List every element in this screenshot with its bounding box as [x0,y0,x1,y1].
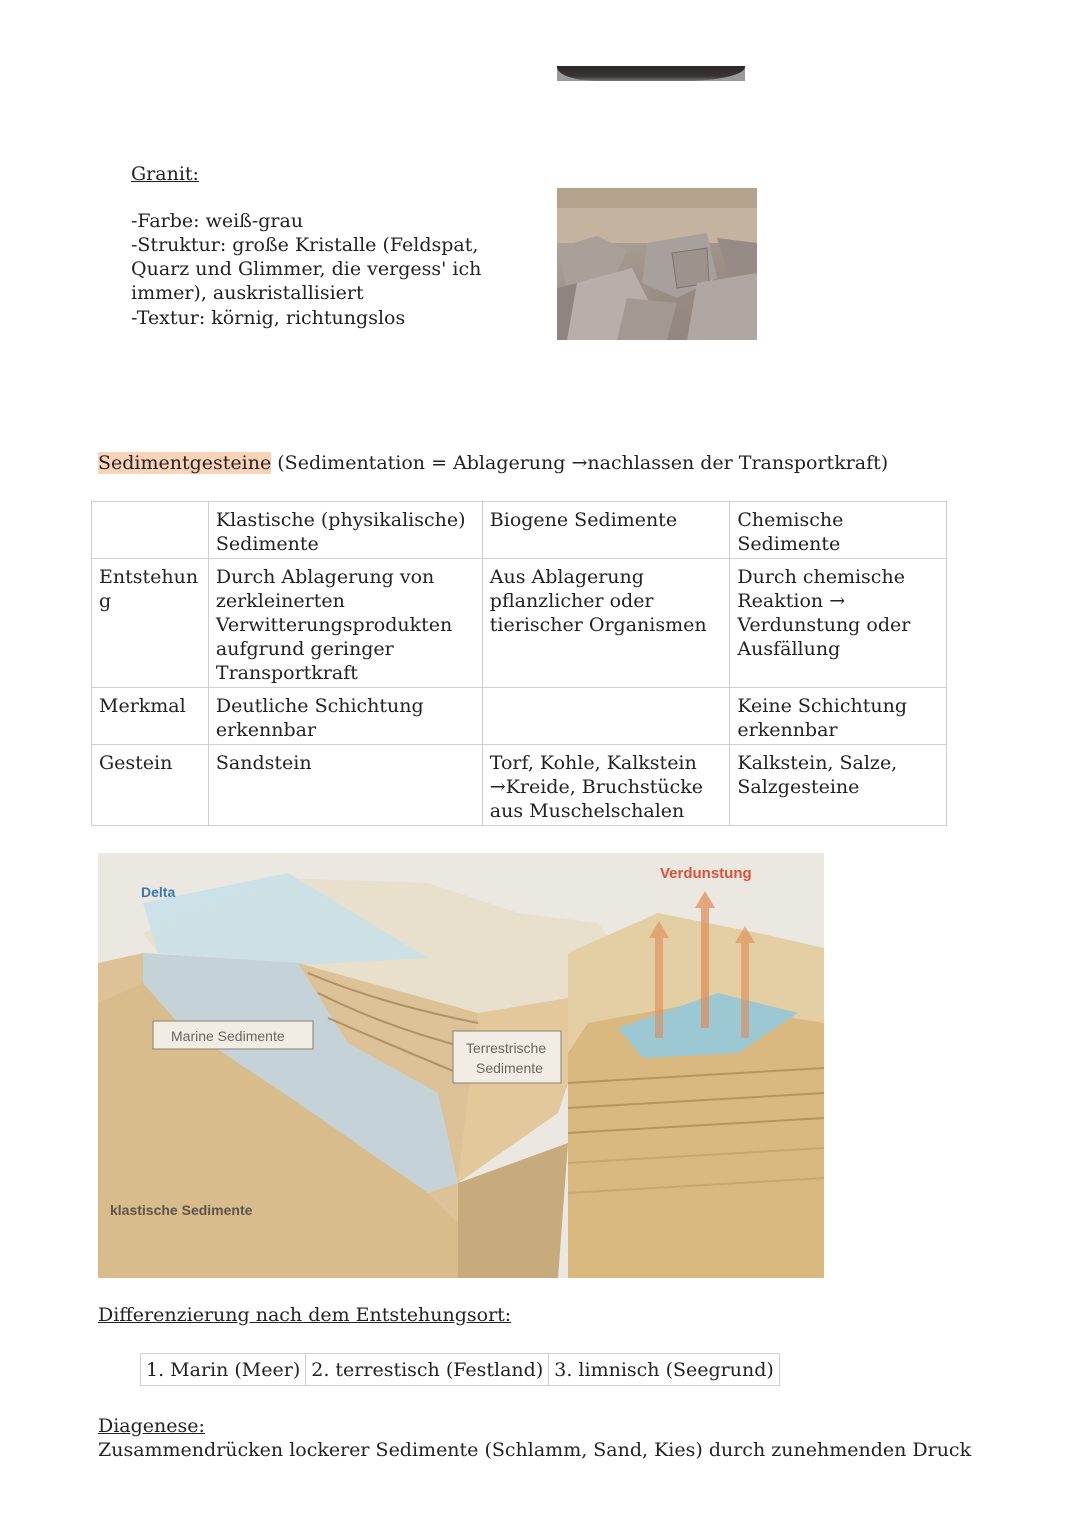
table-cell: Deutliche Schichtung erkennbar [208,688,482,745]
granite-photo [557,188,757,340]
entstehungsort-terrestrisch: 2. terrestisch (Festland) [306,1354,549,1386]
table-header-chemisch: Chemische Sedimente [730,502,947,559]
granite-struktur-3: immer), auskristallisiert [131,282,364,304]
sediment-heading [98,451,888,475]
differenzierung-heading: Differenzierung nach dem Entstehungsort: [98,1304,512,1326]
table-cell: Torf, Kohle, Kalkstein →Kreide, Bruchstücke aus Muschelschalen [482,745,730,826]
sediment-heading-rest: (Sedimentation = Ablagerung →nachlassen der Transportkraft) [271,452,889,474]
table-row [92,502,947,559]
table-cell: Durch chemische Reaktion → Verdunstung oder Ausfällung [730,559,947,688]
label-terrestrisch-2: Sedimente [476,1060,543,1076]
label-terrestrisch-1: Terrestrische [466,1040,547,1056]
entstehungsort-limnisch: 3. limnisch (Seegrund) [549,1354,780,1386]
table-cell: Durch Ablagerung von zerkleinerten Verwitterungsprodukten aufgrund geringer Transportkraft [208,559,482,688]
table-cell [92,502,209,559]
table-row [141,1354,780,1386]
granite-farbe: -Farbe: weiß-grau [131,210,304,232]
row-label-entstehung: Entstehung [92,559,209,688]
label-marine-sedimente: Marine Sedimente [171,1028,285,1044]
granite-struktur-1: -Struktur: große Kristalle (Feldspat, [131,234,479,256]
row-label-merkmal: Merkmal [92,688,209,745]
table-header-klastisch: Klastische (physikalische) Sedimente [208,502,482,559]
sediment-diagram [98,853,824,1278]
table-header-biogen: Biogene Sedimente [482,502,730,559]
sediment-table [91,501,947,826]
table-cell: Keine Schichtung erkennbar [730,688,947,745]
diagenese-text: Zusammendrücken lockerer Sedimente (Schlamm, Sand, Kies) durch zunehmenden Druck [98,1439,972,1461]
table-row [92,688,947,745]
label-verdunstung: Verdunstung [660,865,752,882]
table-row [92,559,947,688]
granite-heading: Granit: [131,163,199,185]
label-klastische-sedimente: klastische Sedimente [110,1202,253,1218]
top-photo-fragment [557,66,745,81]
table-cell [482,688,730,745]
table-cell: Aus Ablagerung pflanzlicher oder tierischer Organismen [482,559,730,688]
label-delta: Delta [141,884,176,900]
table-row [92,745,947,826]
diagenese-heading: Diagenese: [98,1415,205,1437]
entstehungsort-marin: 1. Marin (Meer) [141,1354,306,1386]
granite-struktur-2: Quarz und Glimmer, die vergess' ich [131,258,482,280]
entstehungsort-table [140,1353,780,1386]
granite-textur: -Textur: körnig, richtungslos [131,307,406,329]
table-cell: Kalkstein, Salze, Salzgesteine [730,745,947,826]
row-label-gestein: Gestein [92,745,209,826]
sediment-heading-highlight: Sedimentgesteine [98,452,272,474]
table-cell: Sandstein [208,745,482,826]
